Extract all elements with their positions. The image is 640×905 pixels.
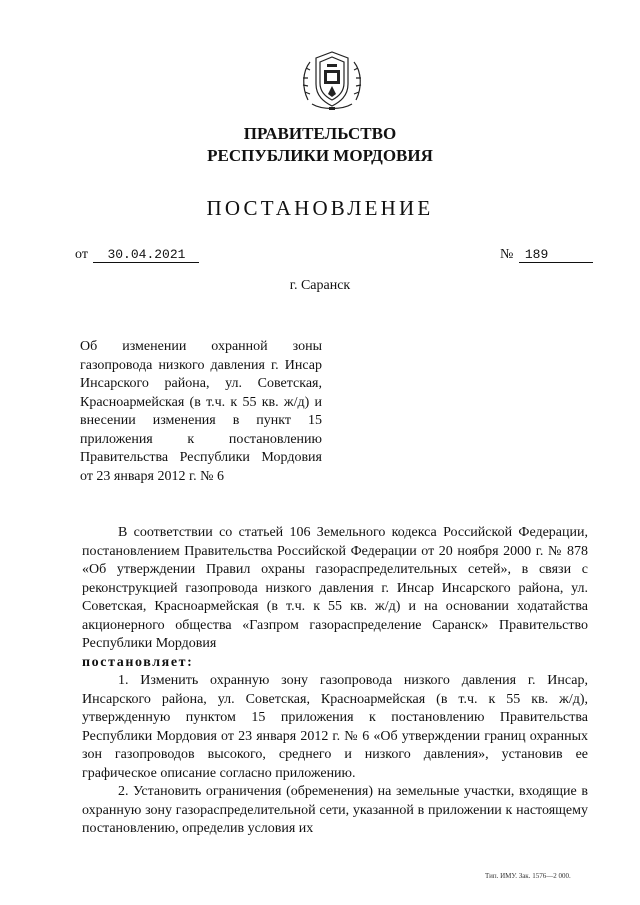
date-value: 30.04.2021 xyxy=(93,247,199,263)
government-title-line2: РЕСПУБЛИКИ МОРДОВИЯ xyxy=(207,146,433,165)
document-subject: Об изменении охранной зоны газопровода низкого давления г. Инсар Инсарского района, ул. Советская, Красноармейская (в т.ч. к 55 кв. ж/д) и внесении изменения в пункт 15 приложения к постановлению Правительства Республики Мордовия от 23 января 2012 г. № 6 xyxy=(80,339,322,484)
print-footer: Тип. ИМУ. Зак. 1576—2 000. xyxy=(485,872,571,880)
coat-of-arms-icon xyxy=(300,50,364,112)
city-name: г. Саранск xyxy=(289,278,351,293)
body-intro xyxy=(82,524,588,654)
government-title-line1: ПРАВИТЕЛЬСТВО xyxy=(243,124,397,143)
number-prefix: № xyxy=(500,247,514,262)
decree-word: постановляет: xyxy=(82,654,194,670)
body-item-2: 2. Установить ограничения (обременения) на земельные участки, входящие в охранную зону газораспределительной сети, указанной в приложении к настоящему постановлению, определив условия их xyxy=(82,784,588,836)
document-body xyxy=(82,524,588,839)
date-prefix: от xyxy=(75,247,88,262)
document-type-title: ПОСТАНОВЛЕНИЕ xyxy=(206,196,434,220)
document-number xyxy=(500,247,593,263)
intro-text: В соответствии со статьей 106 Земельного кодекса Российской Федерации, постановлением Правительства Российской Федерации от 20 ноября 2000 г. № 878 «Об утверждении Правил охраны газораспределительных сетей», в связи с реконструкцией газопровода низкого давления г. Инсар Инсарского района, ул. Советская, Красноармейская (в т.ч. к 55 кв. ж/д) и на основании ходатайства акционерного общества «Газпром газораспределение Саранск» Правительство Республики Мордовия xyxy=(82,525,588,651)
number-value: 189 xyxy=(519,247,593,263)
body-item-1: 1. Изменить охранную зону газопровода низкого давления г. Инсар, Инсарского района, ул. Советская, Красноармейская (в т.ч. к 55 кв. ж/д), утвержденную пунктом 15 приложения к постановлению Правительства Республики Мордовия от 23 января 2012 г. № 6 «Об утверждении границ охранных зон газопроводов высокого, среднего и низкого давления», установив ее графическое описание согласно приложению. xyxy=(82,673,588,781)
document-date xyxy=(75,247,199,263)
